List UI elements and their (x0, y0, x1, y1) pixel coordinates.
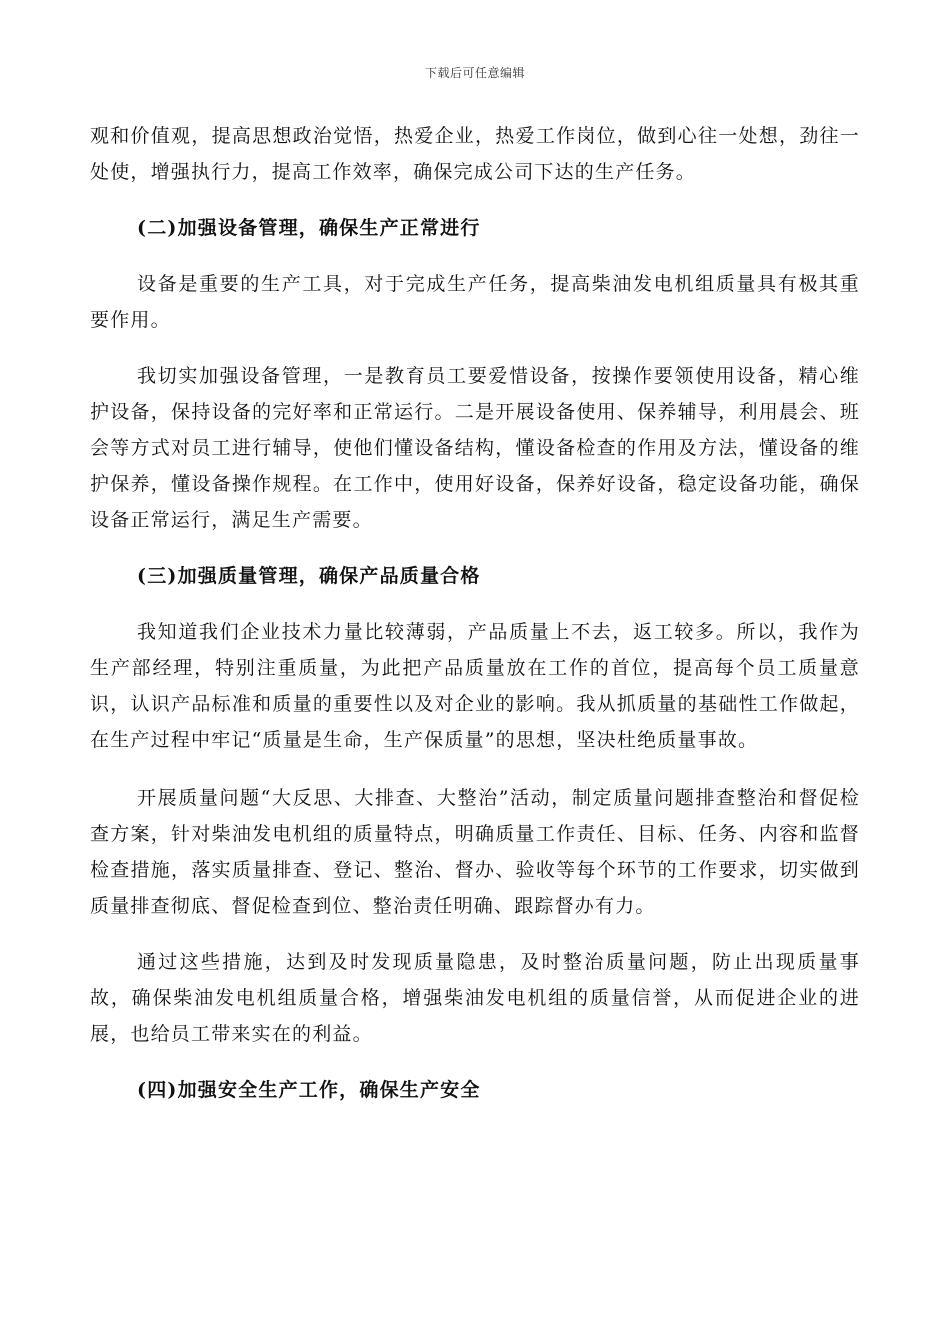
paragraph-equipment-management: 我切实加强设备管理，一是教育员工要爱惜设备，按操作要领使用设备，精心维护设备，保持设备的完好率和正常运行。二是开展设备使用、保养辅导，利用晨会、班会等方式对员工进行辅导，使他们懂设备结构，懂设备检查的作用及方法，懂设备的维护保养，懂设备操作规程。在工作中，使用好设备，保养好设备，稳定设备功能，确保设备正常运行，满足生产需要。 (90, 365, 860, 531)
section-heading-3: (三)加强质量管理，确保产品质量合格 (137, 565, 481, 587)
section-heading-4: (四)加强安全生产工作，确保生产安全 (137, 1079, 481, 1101)
paragraph-continued: 观和价值观，提高思想政治觉悟，热爱企业，热爱工作岗位，做到心往一处想，劲往一处使，增强执行力，提高工作效率，确保完成公司下达的生产任务。 (90, 125, 860, 183)
paragraph-quality-intro: 我知道我们企业技术力量比较薄弱，产品质量上不去，返工较多。所以，我作为生产部经理，特别注重质量，为此把产品质量放在工作的首位，提高每个员工质量意识，认识产品标准和质量的重要性以及对企业的影响。我从抓质量的基础性工作做起，在生产过程中牢记“质量是生命，生产保质量”的思想，坚决杜绝质量事故。 (90, 621, 860, 751)
paragraph-quality-results: 通过这些措施，达到及时发现质量隐患，及时整治质量问题，防止出现质量事故，确保柴油发电机组质量合格，增强柴油发电机组的质量信誉，从而促进企业的进展，也给员工带来实在的利益。 (90, 951, 860, 1045)
paragraph-quality-campaign: 开展质量问题“大反思、大排查、大整治”活动，制定质量问题排查整治和督促检查方案，针对柴油发电机组的质量特点，明确质量工作责任、目标、任务、内容和监督检查措施，落实质量排查、登记、整治、督办、验收等每个环节的工作要求，切实做到质量排查彻底、督促检查到位、整治责任明确、跟踪督办有力。 (90, 787, 860, 917)
paragraph-equipment-intro: 设备是重要的生产工具，对于完成生产任务，提高柴油发电机组质量具有极其重要作用。 (90, 273, 860, 331)
header-note: 下载后可任意编辑 (424, 66, 525, 80)
document-body (90, 118, 860, 1108)
section-heading-2: (二)加强设备管理，确保生产正常进行 (137, 217, 481, 239)
